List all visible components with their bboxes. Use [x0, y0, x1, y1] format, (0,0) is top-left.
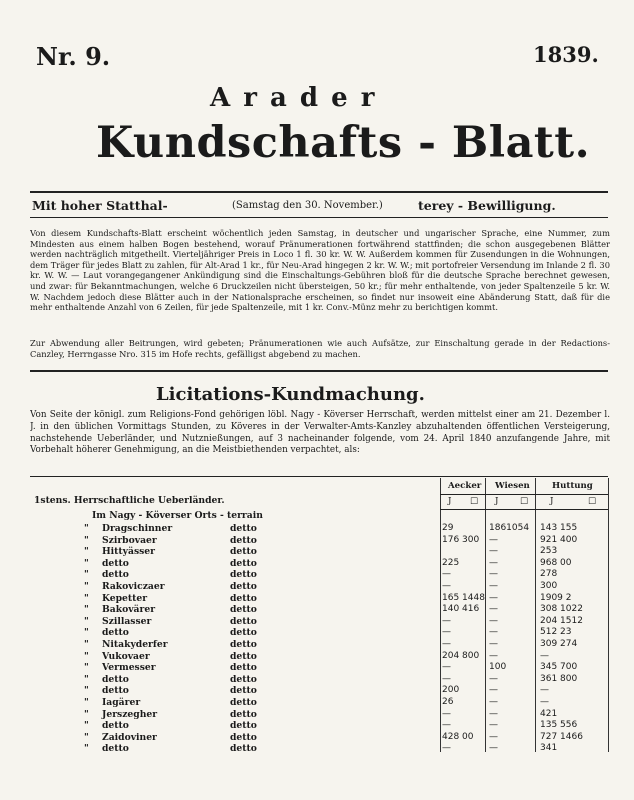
cell-wiesen: — [489, 534, 498, 545]
cell-aecker: — [442, 743, 451, 754]
cell-aecker: 176 300 [442, 534, 480, 545]
cell-wiesen: — [489, 685, 498, 696]
cell-marker: " [84, 615, 89, 627]
cell-huttung: — [540, 685, 549, 696]
cell-place: detto [230, 673, 257, 685]
cell-huttung: — [540, 697, 549, 707]
cell-wiesen: 100 [489, 662, 507, 673]
cell-aecker: — [442, 627, 451, 638]
cell-wiesen: — [489, 639, 498, 649]
cell-marker: " [84, 720, 89, 732]
cell-wiesen: — [489, 557, 498, 568]
cell-aecker: — [442, 569, 451, 580]
cell-huttung: 278 [540, 569, 558, 580]
cell-place: detto [230, 708, 257, 720]
cell-name: Rakoviczaer [102, 581, 165, 592]
masthead-subtitle: A r a d e r [210, 83, 377, 113]
cell-place: detto [230, 569, 257, 581]
cell-huttung: 512 23 [540, 627, 572, 638]
cell-place: detto [230, 534, 257, 546]
cell-marker: " [84, 604, 89, 616]
cell-name: Bakovärer [102, 604, 156, 616]
cell-place: detto [230, 685, 257, 697]
cell-huttung: 345 700 [540, 662, 578, 673]
cell-marker: " [84, 662, 89, 674]
cell-place: detto [230, 639, 257, 650]
subheader: J [448, 496, 452, 506]
cell-huttung: 421 [540, 708, 558, 719]
cell-place: detto [230, 523, 257, 534]
cell-place: detto [230, 731, 257, 743]
cell-marker: " [84, 534, 89, 546]
cell-name: detto [102, 720, 129, 732]
cell-huttung: 308 1022 [540, 604, 583, 615]
column-header-wiesen: Wiesen [495, 481, 530, 491]
cell-wiesen: — [489, 604, 498, 615]
cell-huttung: 253 [540, 546, 558, 557]
cell-place: detto [230, 557, 257, 569]
cell-place: detto [230, 627, 257, 639]
cell-marker: " [84, 685, 89, 697]
cell-marker: " [84, 523, 89, 534]
cell-huttung: 341 [540, 743, 558, 754]
subscription-notice: Von diesem Kundschafts-Blatt erscheint wöchentlich jeden Samstag, in deutscher und ungarischer Sprache, eine Nummer, zum Mindesten aus einem halben Bogen bestehend, worauf Pränumerationen fortwährend stattfinden; die schon ausgegebenen Blätter werden nachträglich mitgetheilt. Vierteljähriger Preis in Loco 1 fl. 30 kr. W. W. Außerdem kommen für Zusendungen in die Wohnungen, dem Träger für jedes Blatt zu zahlen, für Alt-Arad 1 kr., für Neu-Arad hingegen 2 kr. W. W.; mit portofreier Versendung im Inlande 2 fl. 30 kr. W. W. — Laut vorangegangener Ankündigung sind die Einschaltungs-Gebühren bloß für die deutsche Sprache berechnet gewesen, und zwar: für Bekanntmachungen, welche 6 Druckzeilen nicht übersteigen, 50 kr.; für mehr enthaltende, von jeder Spaltenzeile 5 kr. W. W. Nachdem jedoch diese Blätter auch in der Nationalsprache erscheinen, so findet nur insoweit eine Abänderung Statt, daß für die mehr enthaltende Anzahl von 6 Zeilen, für jede Spaltenzeile, mit 1 kr. Conv.-Münz mehr zu berichtigen kommt. [30, 228, 610, 313]
cell-marker: " [84, 697, 89, 708]
cell-wiesen: — [489, 581, 498, 591]
cell-place: detto [230, 592, 257, 604]
cell-marker: " [84, 639, 89, 650]
cell-huttung: 968 00 [540, 557, 572, 568]
subheader: □ [588, 496, 597, 506]
divider [30, 217, 608, 218]
cell-marker: " [84, 557, 89, 569]
contribution-notice: Zur Abwendung aller Beitrungen, wird gebeten; Pränumerationen wie auch Aufsätze, zur Einschaltung gerade in der Redactions-Canzley, Herrngasse Nro. 315 im Hofe rechts, gefälligst abgebend zu machen. [30, 338, 610, 359]
cell-place: detto [230, 604, 257, 616]
cell-marker: " [84, 592, 89, 604]
cell-place: detto [230, 697, 257, 708]
divider [30, 191, 608, 193]
announcement-body: Von Seite der königl. zum Religions-Fond gehörigen löbl. Nagy - Köverser Herrschaft, werden mittelst einer am 21. Dezember l. J. in den üblichen Vormittags Stunden, zu Köveres in der Verwalter-Amts-Kanzley abzuhaltenden öffentlichen Versteigerung, nachstehende Ueberländer, und Nutznießungen, auf 3 nacheinander folgende, vom 24. April 1840 anzufangende Jahre, mit Vorbehalt höherer Genehmigung, an die Meistbiethenden verpachtet, als: [30, 410, 610, 456]
cell-name: Vermesser [102, 662, 156, 674]
cell-place: detto [230, 650, 257, 662]
cell-aecker: 204 800 [442, 650, 480, 661]
subheader: J [550, 496, 554, 506]
column-header-huttung: Huttung [552, 481, 593, 491]
column-header-aecker: Aecker [448, 481, 482, 491]
cell-aecker: — [442, 581, 451, 591]
cell-name: detto [102, 673, 129, 685]
cell-wiesen: 1861054 [489, 523, 530, 533]
issue-number: Nr. 9. [36, 42, 111, 71]
cell-aecker: — [442, 639, 451, 649]
cell-marker: " [84, 627, 89, 639]
cell-marker: " [84, 743, 89, 755]
cell-name: detto [102, 743, 129, 755]
cell-name: Kepetter [102, 592, 148, 604]
cell-name: detto [102, 557, 129, 569]
approval-right: terey - Bewilligung. [418, 198, 556, 213]
cell-name: detto [102, 569, 129, 581]
cell-wiesen: — [489, 546, 498, 557]
cell-aecker: 428 00 [442, 731, 474, 742]
cell-place: detto [230, 581, 257, 592]
subsection-label: Im Nagy - Köverser Orts - terrain [92, 510, 263, 521]
cell-wiesen: — [489, 720, 498, 731]
divider [30, 370, 608, 372]
cell-huttung: 727 1466 [540, 731, 583, 742]
subheader: □ [470, 496, 479, 506]
cell-aecker: — [442, 708, 451, 719]
cell-wiesen: — [489, 743, 498, 754]
cell-aecker: 29 [442, 523, 454, 533]
cell-huttung: 143 155 [540, 523, 578, 533]
divider [30, 476, 608, 477]
cell-name: detto [102, 627, 129, 639]
cell-marker: " [84, 581, 89, 592]
cell-aecker: — [442, 673, 451, 684]
cell-aecker: — [442, 615, 451, 626]
issue-year: 1839. [533, 42, 599, 67]
cell-aecker: — [442, 720, 451, 731]
cell-huttung: 1909 2 [540, 592, 572, 603]
cell-wiesen: — [489, 673, 498, 684]
approval-left: Mit hoher Statthal- [32, 198, 168, 213]
cell-huttung: — [540, 650, 549, 661]
cell-place: detto [230, 615, 257, 627]
cell-name: Szillasser [102, 615, 152, 627]
cell-name: Zaidoviner [102, 731, 157, 743]
cell-wiesen: — [489, 650, 498, 661]
cell-aecker: 26 [442, 697, 454, 707]
cell-wiesen: — [489, 569, 498, 580]
subheader: J [495, 496, 499, 506]
cell-place: detto [230, 743, 257, 755]
cell-huttung: 309 274 [540, 639, 578, 649]
cell-name: Jerszegher [102, 708, 158, 720]
cell-wiesen: — [489, 592, 498, 603]
cell-wiesen: — [489, 697, 498, 707]
announcement-title: Licitations-Kundmachung. [156, 384, 425, 405]
cell-name: Szirbovaer [102, 534, 157, 546]
cell-place: detto [230, 662, 257, 674]
cell-aecker: 140 416 [442, 604, 480, 615]
cell-aecker: 200 [442, 685, 460, 696]
cell-aecker: 225 [442, 557, 460, 568]
cell-name: Nitakyderfer [102, 639, 168, 650]
cell-aecker: — [442, 662, 451, 673]
cell-marker: " [84, 569, 89, 581]
cell-name: detto [102, 685, 129, 697]
cell-wiesen: — [489, 731, 498, 742]
cell-place: detto [230, 546, 257, 558]
cell-marker: " [84, 650, 89, 662]
cell-name: Iagärer [102, 697, 141, 708]
cell-name: Hittyässer [102, 546, 155, 558]
cell-huttung: 921 400 [540, 534, 578, 545]
cell-huttung: 361 800 [540, 673, 578, 684]
cell-wiesen: — [489, 627, 498, 638]
subheader: □ [520, 496, 529, 506]
cell-wiesen: — [489, 615, 498, 626]
cell-aecker: 165 1448 [442, 592, 485, 603]
cell-huttung: 300 [540, 581, 558, 591]
cell-huttung: 135 556 [540, 720, 578, 731]
cell-name: Vukovaer [102, 650, 150, 662]
cell-name: Dragschinner [102, 523, 173, 534]
cell-huttung: 204 1512 [540, 615, 583, 626]
masthead-title: Kundschafts - Blatt. [96, 118, 591, 168]
cell-place: detto [230, 720, 257, 732]
issue-date: (Samstag den 30. November.) [232, 200, 383, 211]
cell-wiesen: — [489, 708, 498, 719]
cell-marker: " [84, 546, 89, 558]
section-label: 1stens. Herrschaftliche Ueberländer. [34, 495, 225, 506]
cell-marker: " [84, 708, 89, 720]
cell-marker: " [84, 673, 89, 685]
cell-marker: " [84, 731, 89, 743]
